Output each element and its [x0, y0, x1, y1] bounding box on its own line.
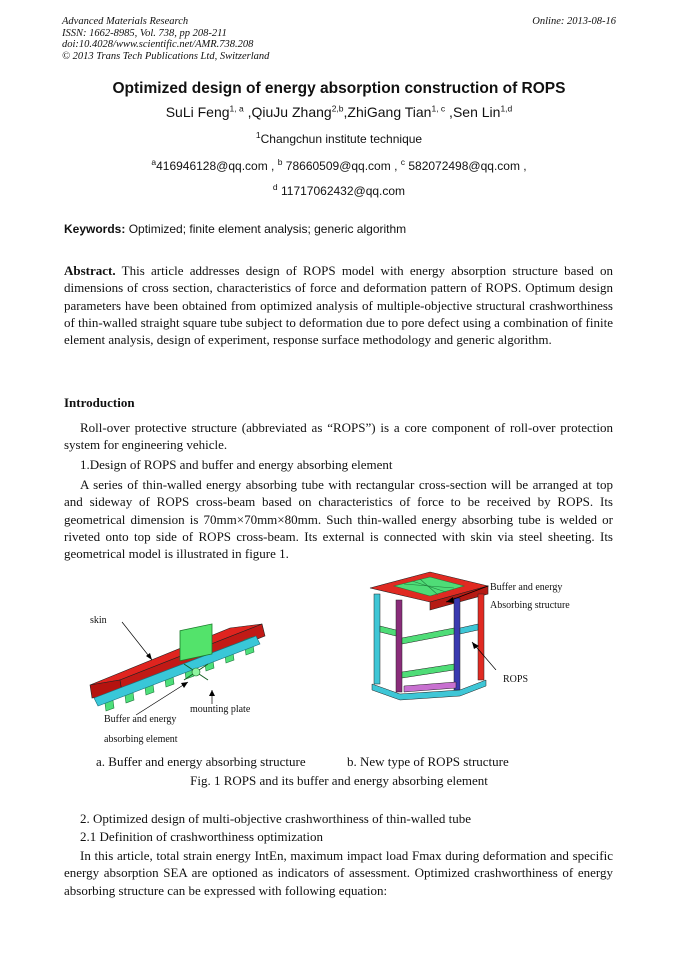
body-paragraph: In this article, total strain energy IntEn, maximum impact load Fmax during deformation and specific energy absorption SEA are optioned as indicators of assessment. Optimized crashworthiness of energy absorbing structure can be expressed with following equation:	[64, 848, 613, 898]
journal-name: Advanced Materials Research	[62, 16, 189, 27]
author-list: SuLi Feng$^{1, a}$ ,QiuJu Zhang$^{2,b}$,ZhiGang Tian$^{1, c}$ ,Sen Lin$^{1,d}$	[165, 103, 513, 120]
email-link[interactable]: 78660509@qq.com	[285, 159, 391, 173]
author-name: SuLi Feng	[165, 104, 230, 120]
label-mounting-plate: mounting plate	[190, 704, 251, 715]
email-line: $^a$416946128@qq.com , $^b$ 78660509@qq.com , $^c$ 582072498@qq.com ,	[151, 157, 527, 173]
abstract-text: This article addresses design of ROPS model with energy absorption structure based on dimensions of cross section, characteristics of force and deformation pattern of ROPS. Optimum design parameters have been obtained from optimized analysis of multiple-objective structural crashworthiness of thin-walled straight square tube subject to deformation due to pore defect using a combination of finite element analysis, design of experiment, response surface methodology and generic algorithm.	[64, 263, 613, 348]
author-sup: 1, c	[431, 103, 446, 114]
author-sup: 1, a	[229, 103, 244, 114]
issn-line: ISSN: 1662-8985, Vol. 738, pp 208-211	[62, 27, 227, 39]
keywords-text: Optimized; finite element analysis; generic algorithm	[128, 222, 407, 236]
rops-leaders	[440, 580, 510, 670]
affiliation: $^1$Changchun institute technique	[255, 130, 423, 146]
abstract	[64, 262, 613, 348]
subsection-title: 1.Design of ROPS and buffer and energy absorbing element	[80, 457, 393, 472]
label-rops-buffer-1: Buffer and energy	[490, 582, 563, 593]
figure-caption: Fig. 1 ROPS and its buffer and energy absorbing element	[190, 773, 488, 788]
email-link[interactable]: 416946128@qq.com	[156, 159, 268, 173]
journal-header	[62, 16, 269, 62]
section-heading: Introduction	[64, 395, 135, 410]
email-line-2: $^d$ 11717062432@qq.com	[272, 182, 406, 198]
email-link[interactable]: 11717062432@qq.com	[281, 184, 406, 198]
author-name: Sen Lin	[452, 104, 501, 120]
online-date: Online: 2013-08-16	[532, 16, 616, 27]
body-paragraph: Roll-over protective structure (abbreviated as “ROPS”) is a core component of roll-over protection system for engineering vehicle.	[64, 420, 613, 453]
label-rops: ROPS	[503, 674, 529, 685]
section-title: 2. Optimized design of multi-objective crashworthiness of thin-walled tube	[80, 811, 471, 826]
doi-link[interactable]: doi:10.4028/www.scientific.net/AMR.738.208	[62, 39, 254, 50]
pillar	[374, 594, 380, 684]
body-paragraph: A series of thin-walled energy absorbing tube with rectangular cross-section will be arranged at top and sideway of ROPS cross-beam based on characteristics of force to be received by ROPS. Its geometrical dimension is 70mm×70mm×80mm. Such thin-walled energy absorbing tube is welded or riveted onto top side of ROPS cross-beam. Its external is connected with skin via steel sheeting. Its geometrical model is illustrated in figure 1.	[64, 477, 613, 562]
label-buffer-2: absorbing element	[104, 734, 178, 745]
abstract-label: Abstract.	[64, 263, 116, 278]
paper-title: Optimized design of energy absorption construction of ROPS	[112, 80, 566, 97]
pillar	[396, 600, 402, 692]
author-name: ZhiGang Tian	[347, 104, 432, 120]
subfigure-caption-b: b. New type of ROPS structure	[347, 754, 509, 769]
author-name: QiuJu Zhang	[251, 104, 332, 120]
author-sup: 1,d	[500, 103, 513, 114]
subfigure-caption-a: a. Buffer and energy absorbing structure	[96, 754, 306, 769]
label-buffer-1: Buffer and energy	[104, 714, 177, 725]
mounting-plate-shape	[94, 636, 260, 706]
label-rops-buffer-2: Absorbing structure	[490, 600, 570, 611]
keywords	[64, 222, 406, 236]
label-skin: skin	[90, 615, 107, 626]
figure-buffer-structure	[80, 600, 340, 750]
email-link[interactable]: 582072498@qq.com	[408, 159, 520, 173]
copyright-line: © 2013 Trans Tech Publications Ltd, Switzerland	[62, 50, 270, 62]
author-sup: 2,b	[331, 103, 344, 114]
keywords-label: Keywords:	[64, 222, 126, 236]
subsection-title: 2.1 Definition of crashworthiness optimization	[80, 829, 323, 844]
